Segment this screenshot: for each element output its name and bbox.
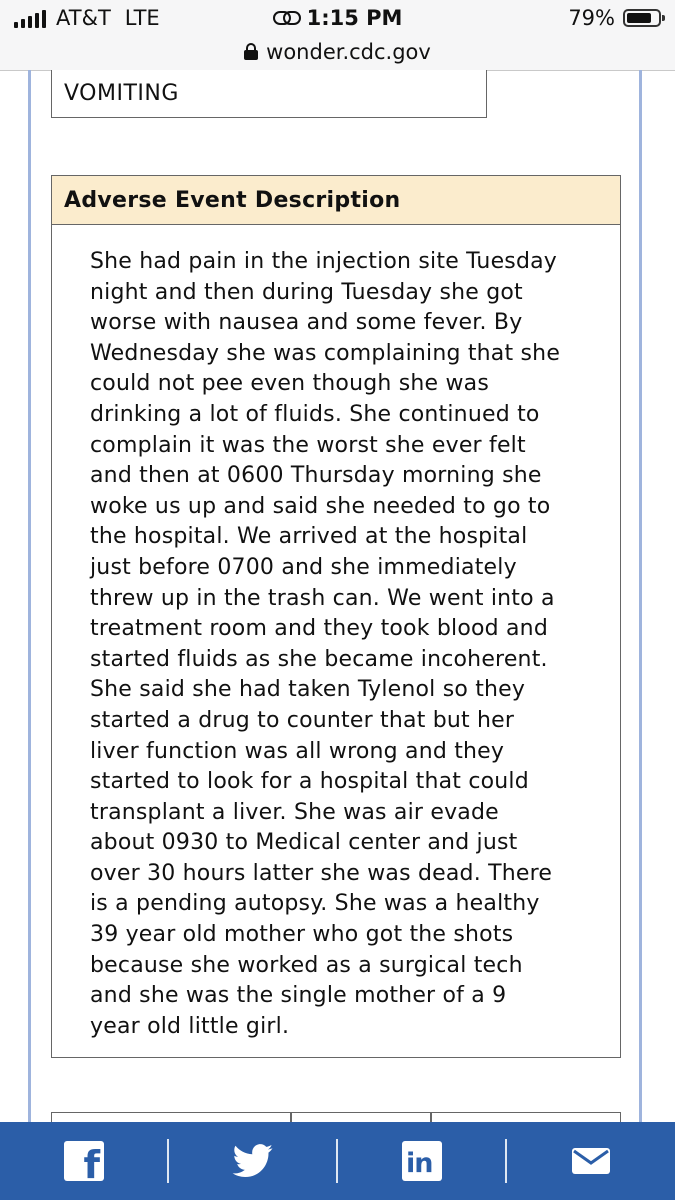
status-right [568, 6, 661, 30]
adverse-event-header: Adverse Event Description [51, 175, 621, 225]
adverse-event-body [51, 224, 621, 1058]
share-bar [0, 1122, 675, 1200]
email-share-button[interactable] [507, 1122, 675, 1200]
facebook-share-button[interactable] [0, 1122, 168, 1200]
lock-icon [244, 43, 258, 61]
network-label: LTE [124, 6, 160, 30]
url-bar[interactable] [0, 36, 675, 71]
mail-icon [572, 1148, 610, 1174]
link-icon [273, 11, 299, 25]
linkedin-icon: in [402, 1141, 442, 1181]
clock: 1:15 PM [306, 6, 403, 30]
url-text[interactable]: wonder.cdc.gov [266, 40, 431, 64]
twitter-share-button[interactable] [169, 1122, 337, 1200]
twitter-icon [232, 1144, 274, 1178]
status-bar [0, 0, 675, 36]
linkedin-share-button[interactable] [338, 1122, 506, 1200]
battery-icon [623, 9, 661, 27]
carrier-label: AT&T [56, 6, 111, 30]
adverse-event-text: She had pain in the injection site Tuesday night and then during Tuesday she got worse with nausea and some fever. By Wednesday she was complaining that she could not pee even though she was drinking a lot of fluids. She continued to complain it was the worst she ever felt and then at 0600 Thursday morning she woke us up and said she needed to go to the hospital. We arrived at the hospital just before 0700 and she immediately threw up in the trash can. We went into a treatment room and they took blood and started fluids as she became incoherent. She said she had taken Tylenol so they started a drug to counter that but her liver function was all wrong and they started to look for a hospital that could transplant a liver. She was air evade about 0930 to Medical center and just over 30 hours latter she was dead. There is a pending autopsy. She was a healthy 39 year old mother who got the shots because she worked as a surgical tech and she was the single mother of a 9 year old little girl. [90, 249, 561, 1039]
symptom-cell: VOMITING [51, 70, 487, 118]
facebook-icon: f [64, 1141, 104, 1181]
battery-percent: 79% [568, 6, 615, 30]
